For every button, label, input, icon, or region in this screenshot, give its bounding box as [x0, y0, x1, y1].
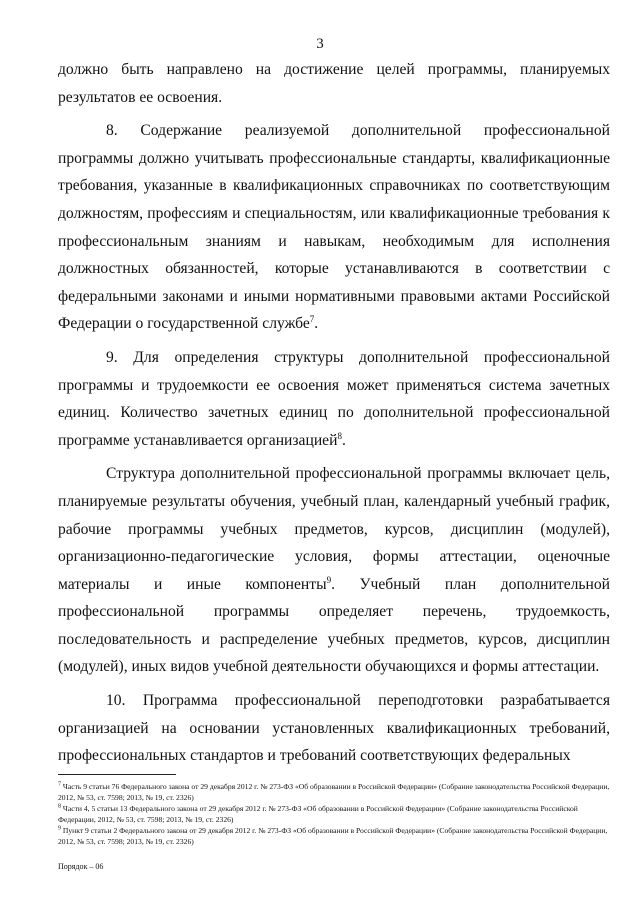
footnote-ref: 8 — [337, 430, 342, 441]
footnote-7 — [58, 781, 610, 803]
footnotes — [58, 781, 610, 847]
footnote-text: Пункт 9 статьи 2 Федерального закона от 29 декабря 2012 г. № 273-ФЗ «Об образовании в Российской Федерации» (Собрание законодательства Российской Федерации, 2012, № 53, ст. 7598; 2013, № 19, ст. 2326) — [58, 826, 608, 846]
footnote-9 — [58, 825, 610, 847]
paragraph-text: 8. Содержание реализуемой дополнительной профессиональной программы должно учитывать профессиональные стандарты, квалификационные требования, указанные в квалификационных справочниках по соответствующим должностям, профессиям и специальностям, или квалификационные требования к профессиональным знаниям и навыкам, необходимым для исполнения должностных обязанностей, которые устанавливаются в соответствии с федеральными законами и иными нормативными правовыми актами Российской Федерации о государственной службе — [58, 122, 610, 333]
paragraph-text: Структура дополнительной профессиональной программы включает цель, планируемые результаты обучения, учебный план, календарный учебный график, рабочие программы учебных предметов, курсов, дисциплин (модулей), организационно-педагогические условия, формы аттестации, оценочные материалы и иные компоненты — [58, 465, 610, 593]
footnote-number: 8 — [58, 803, 61, 810]
paragraph-item-10 — [58, 687, 610, 770]
page-number: 3 — [316, 36, 324, 52]
footnote-separator — [58, 774, 176, 775]
paragraph-text-tail: . — [341, 431, 346, 449]
document-code: Порядок – 06 — [58, 862, 104, 871]
footnote-number: 7 — [58, 781, 61, 788]
paragraph-continuation — [58, 56, 610, 111]
paragraph-item-8 — [58, 117, 610, 338]
footnote-8 — [58, 803, 610, 825]
footnote-text: Часть 9 статьи 76 Федерального закона от 29 декабря 2012 г. № 273-ФЗ «Об образовании в Российской Федерации» (Собрание законодательства Российской Федерации, 2012, № 53, ст. 7598; 2013, № 19, ст. 2326) — [58, 782, 610, 802]
paragraph-text-tail: . — [314, 315, 319, 333]
footnote-number: 9 — [58, 825, 61, 832]
paragraph-text-tail: . Учебный план дополнительной профессиональной программы определяет перечень, трудоемкость, последовательность и распределение учебных предметов, курсов, дисциплин (модулей), иных видов учебной деятельности обучающихся и формы аттестации. — [58, 575, 610, 676]
paragraph-text: 9. Для определения структуры дополнительной профессиональной программы и трудоемкости ее освоения может применяться система зачетных единиц. Количество зачетных единиц по дополнительной профессиональной программе устанавливается организацией — [58, 348, 610, 449]
footnote-text: Части 4, 5 статьи 13 Федерального закона от 29 декабря 2012 г. № 273-ФЗ «Об образовании в Российской Федерации» (Собрание законодательства Российской Федерации, 2012, № 53, ст. 7598; 2013, № 19, ст. 2326) — [58, 804, 578, 824]
document-body — [58, 56, 610, 770]
paragraph-item-9 — [58, 344, 610, 454]
paragraph-structure — [58, 460, 610, 681]
paragraph-text: должно быть направлено на достижение целей программы, планируемых результатов ее освоения. — [58, 61, 610, 106]
paragraph-text: 10. Программа профессиональной переподготовки разрабатывается организацией на основании установленных квалификационных требований, профессиональных стандартов и требований соответствующих федеральных — [58, 692, 610, 765]
footnote-ref: 7 — [309, 314, 315, 325]
footnote-ref: 9 — [326, 574, 332, 585]
